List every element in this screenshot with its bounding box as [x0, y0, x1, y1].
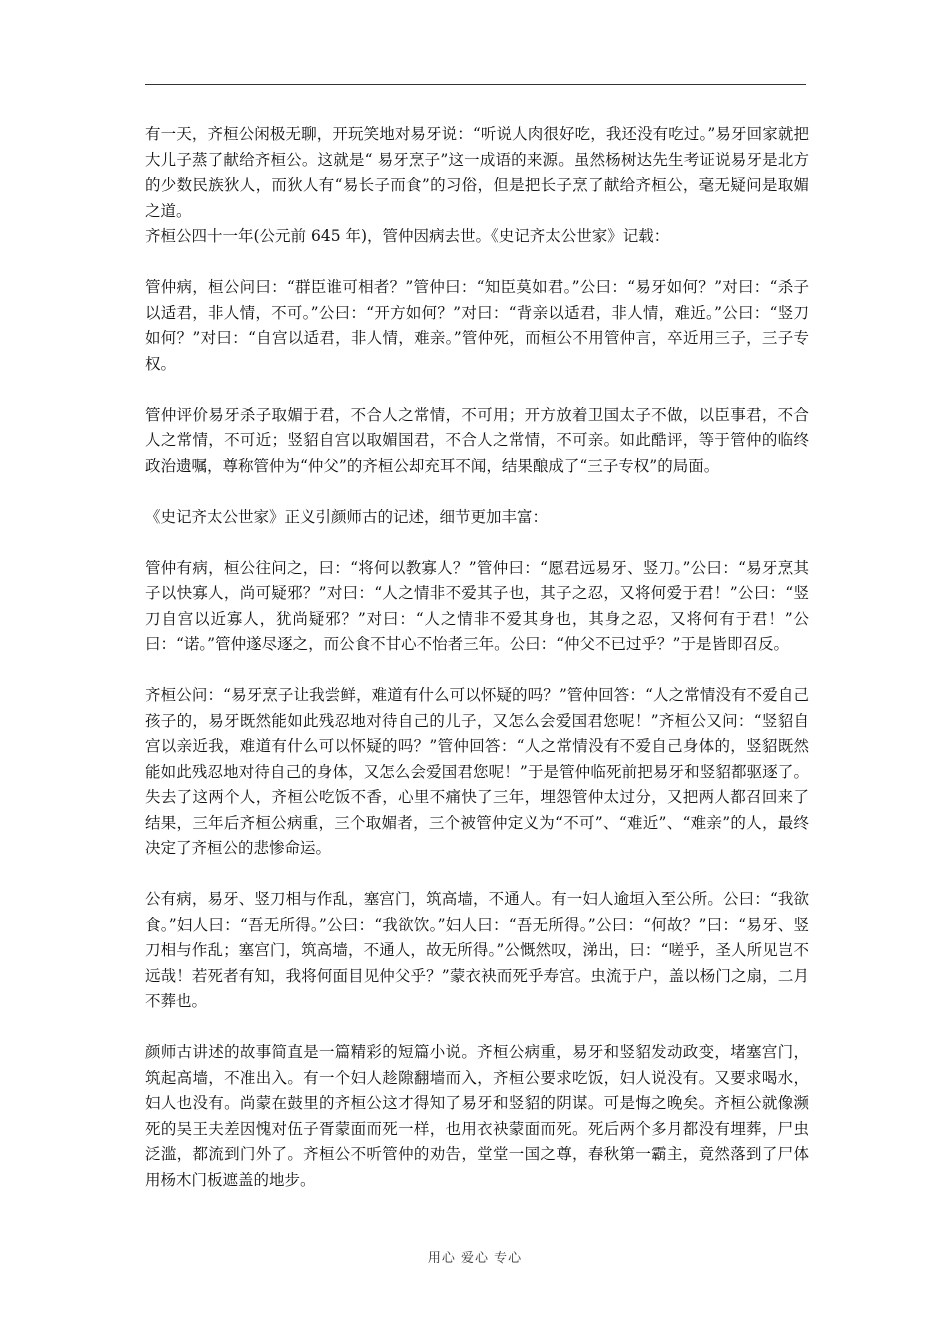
paragraph-9: 颜师古讲述的故事简直是一篇精彩的短篇小说。齐桓公病重，易牙和竖貂发动政变，堵塞宫门，筑起高墙，不准出入。有一个妇人趁隙翻墙而入，齐桓公要求吃饭，妇人说没有。又要求喝水，妇人也没有。尚蒙在鼓里的齐桓公这才得知了易牙和竖貂的阴谋。可是悔之晚矣。齐桓公就像濒死的吴王夫差因愧对伍子胥蒙面而死一样，也用衣袂蒙面而死。死后两个多月都没有埋葬，尸虫泛滥，都流到门外了。齐桓公不听管仲的劝告，堂堂一国之尊，春秋第一霸主，竟然落到了尸体用杨木门板遮盖的地步。 [145, 1043, 809, 1189]
paragraph-5: 《史记齐太公世家》正义引颜师古的记述，细节更加丰富： [145, 507, 549, 526]
paragraph-8-quote: 公有病，易牙、竖刀相与作乱，塞宫门，筑高墙，不通人。有一妇人逾垣入至公所。公曰：“我欲食。”妇人曰：“吾无所得。”公曰：“我欲饮。”妇人曰：“吾无所得。”公曰：“何故？”曰：“易牙、竖刀相与作乱；塞宫门，筑高墙，不通人，故无所得。”公慨然叹，涕出，曰：“嗟乎，圣人所见岂不远哉！若死者有知，我将何面目见仲父乎？”蒙衣袂而死乎寿宫。虫流于户，盖以杨门之扇，二月不葬也。 [145, 890, 809, 1010]
page-footer: 用心 爱心 专心 [427, 1251, 523, 1266]
paragraph-3-quote: 管仲病，桓公问曰：“群臣谁可相者？”管仲曰：“知臣莫如君。”公曰：“易牙如何？”对曰：“杀子以适君，非人情，不可。”公曰：“开方如何？”对曰：“背亲以适君，非人情，难近。”公曰：“竖刀如何？”对曰：“自宫以适君，非人情，难亲。”管仲死，而桓公不用管仲言，卒近用三子，三子专权。 [145, 278, 809, 373]
paragraph-2: 齐桓公四十一年(公元前 645 年)，管仲因病去世。《史记齐太公世家》记载： [145, 227, 670, 245]
paragraph-4: 管仲评价易牙杀子取媚于君，不合人之常情，不可用；开方放着卫国太子不做，以臣事君，不合人之常情，不可近；竖貂自宫以取媚国君，不合人之常情，不可亲。如此酷评，等于管仲的临终政治遗嘱，尊称管仲为“仲父”的齐桓公却充耳不闻，结果酿成了“三子专权”的局面。 [145, 405, 809, 475]
paragraph-6-quote: 管仲有病，桓公往问之，曰：“将何以教寡人？”管仲曰：“愿君远易牙、竖刀。”公曰：“易牙烹其子以快寡人，尚可疑邪？”对曰：“人之情非不爱其子也，其子之忍，又将何爱于君！”公曰：“竖刀自宫以近寡人，犹尚疑邪？”对曰：“人之情非不爱其身也，其身之忍，又将何有于君！”公曰：“诺。”管仲遂尽逐之，而公食不甘心不怡者三年。公曰：“仲父不已过乎？”于是皆即召反。 [145, 558, 809, 653]
paragraph-1: 有一天，齐桓公闲极无聊，开玩笑地对易牙说：“听说人肉很好吃，我还没有吃过。”易牙回家就把大儿子蒸了献给齐桓公。这就是“ 易牙烹子”这一成语的来源。虽然杨树达先生考证说易牙是北方的少数民族狄人，而狄人有“易长子而食”的习俗，但是把长子烹了献给齐桓公，毫无疑问是取媚之道。 [145, 125, 809, 220]
paragraph-7: 齐桓公问：“易牙烹子让我尝鲜，难道有什么可以怀疑的吗？”管仲回答：“人之常情没有不爱自己孩子的，易牙既然能如此残忍地对待自己的儿子，又怎么会爱国君您呢！”齐桓公又问：“竖貂自宫以亲近我，难道有什么可以怀疑的吗？”管仲回答：“人之常情没有不爱自己身体的，竖貂既然能如此残忍地对待自己的身体，又怎么会爱国君您呢！”于是管仲临死前把易牙和竖貂都驱逐了。失去了这两个人，齐桓公吃饭不香，心里不痛快了三年，埋怨管仲太过分，又把两人都召回来了结果，三年后齐桓公病重，三个取媚者，三个被管仲定义为“不可”、“难近”、“难亲”的人，最终决定了齐桓公的悲惨命运。 [145, 686, 809, 857]
header-rule [145, 84, 806, 85]
document-body [145, 122, 809, 1193]
